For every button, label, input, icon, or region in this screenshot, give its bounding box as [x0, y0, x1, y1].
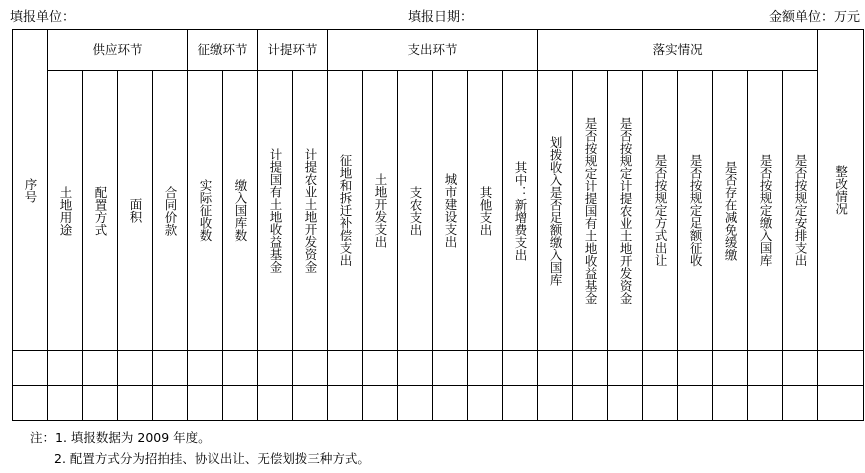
data-cell[interactable] [538, 351, 573, 386]
rectification-header: 整改情况 [818, 30, 864, 351]
data-cell[interactable] [83, 386, 118, 421]
col-paid-treasury: 缴入国库数 [223, 71, 258, 351]
data-cell[interactable] [223, 351, 258, 386]
table-row [13, 386, 864, 421]
col-check-full-levy: 是否按规定足额征收 [678, 71, 713, 351]
data-cell[interactable] [748, 351, 783, 386]
data-cell[interactable] [573, 351, 608, 386]
col-check-treasury: 是否按规定缴入国库 [748, 71, 783, 351]
col-check-agri-fund: 是否按规定计提农业土地开发资金 [608, 71, 643, 351]
seq-header: 序号 [13, 30, 48, 351]
group-header-row [13, 30, 864, 71]
data-cell[interactable] [328, 386, 363, 421]
col-land-development: 土地开发支出 [363, 71, 398, 351]
data-cell[interactable] [398, 351, 433, 386]
data-cell[interactable] [258, 351, 293, 386]
col-check-transfer-method: 是否按规定方式出让 [643, 71, 678, 351]
data-cell[interactable] [363, 351, 398, 386]
col-land-revenue-fund: 计提国有土地收益基金 [258, 71, 293, 351]
column-header-row [13, 71, 864, 351]
note-line-2: 2. 配置方式分为招拍挂、协议出让、无偿划拨三种方式。 [54, 451, 370, 466]
report-table [12, 29, 864, 421]
data-cell[interactable] [433, 351, 468, 386]
data-cell[interactable] [433, 386, 468, 421]
col-compensation: 征地和拆迁补偿支出 [328, 71, 363, 351]
data-cell[interactable] [188, 351, 223, 386]
data-cell[interactable] [678, 386, 713, 421]
fill-unit-label: 填报单位： [10, 10, 76, 25]
data-cell[interactable] [258, 386, 293, 421]
amount-unit-label: 金额单位：万元 [768, 10, 860, 25]
data-cell[interactable] [643, 386, 678, 421]
data-cell[interactable] [188, 386, 223, 421]
group-supply-header: 供应环节 [48, 30, 188, 71]
data-cell[interactable] [503, 351, 538, 386]
col-actual-levied: 实际征收数 [188, 71, 223, 351]
notes [30, 427, 370, 469]
data-cell[interactable] [783, 351, 818, 386]
data-cell[interactable] [468, 351, 503, 386]
col-area: 面积 [118, 71, 153, 351]
col-urban-construction: 城市建设支出 [433, 71, 468, 351]
col-land-use: 土地用途 [48, 71, 83, 351]
col-check-allocation-paid: 划拨收入是否足额缴入国库 [538, 71, 573, 351]
data-cell[interactable] [468, 386, 503, 421]
data-cell[interactable] [118, 386, 153, 421]
data-cell[interactable] [818, 386, 864, 421]
group-expenditure-header: 支出环节 [328, 30, 538, 71]
data-cell[interactable] [293, 351, 328, 386]
data-cell[interactable] [748, 386, 783, 421]
group-provision-header: 计提环节 [258, 30, 328, 71]
data-cell[interactable] [573, 386, 608, 421]
group-implementation-header: 落实情况 [538, 30, 818, 71]
col-allocation-method: 配置方式 [83, 71, 118, 351]
data-cell[interactable] [363, 386, 398, 421]
col-agri-dev-fund: 计提农业土地开发资金 [293, 71, 328, 351]
col-new-fee-expenditure: 其中：新增费支出 [503, 71, 538, 351]
data-cell[interactable] [48, 351, 83, 386]
data-cell[interactable] [153, 351, 188, 386]
data-cell[interactable] [608, 351, 643, 386]
col-contract-price: 合同价款 [153, 71, 188, 351]
data-cell[interactable] [328, 351, 363, 386]
col-check-spending: 是否按规定安排支出 [783, 71, 818, 351]
data-cell[interactable] [713, 386, 748, 421]
col-check-exemption: 是否存在减免缓缴 [713, 71, 748, 351]
data-cell[interactable] [643, 351, 678, 386]
data-cell[interactable] [223, 386, 258, 421]
data-cell[interactable] [608, 386, 643, 421]
data-cell[interactable] [398, 386, 433, 421]
col-check-revenue-fund: 是否按规定计提国有土地收益基金 [573, 71, 608, 351]
data-cell[interactable] [83, 351, 118, 386]
col-agri-support: 支农支出 [398, 71, 433, 351]
data-cell[interactable] [13, 386, 48, 421]
data-cell[interactable] [818, 351, 864, 386]
table-row [13, 351, 864, 386]
data-cell[interactable] [538, 386, 573, 421]
data-cell[interactable] [293, 386, 328, 421]
data-cell[interactable] [153, 386, 188, 421]
note-line-1: 注：1. 填报数据为 2009 年度。 [30, 430, 211, 445]
data-cell[interactable] [118, 351, 153, 386]
data-cell[interactable] [783, 386, 818, 421]
group-levy-header: 征缴环节 [188, 30, 258, 71]
data-cell[interactable] [713, 351, 748, 386]
fill-date-label: 填报日期： [408, 10, 474, 25]
data-cell[interactable] [678, 351, 713, 386]
data-cell[interactable] [48, 386, 83, 421]
data-cell[interactable] [13, 351, 48, 386]
data-cell[interactable] [503, 386, 538, 421]
col-other-expenditure: 其他支出 [468, 71, 503, 351]
